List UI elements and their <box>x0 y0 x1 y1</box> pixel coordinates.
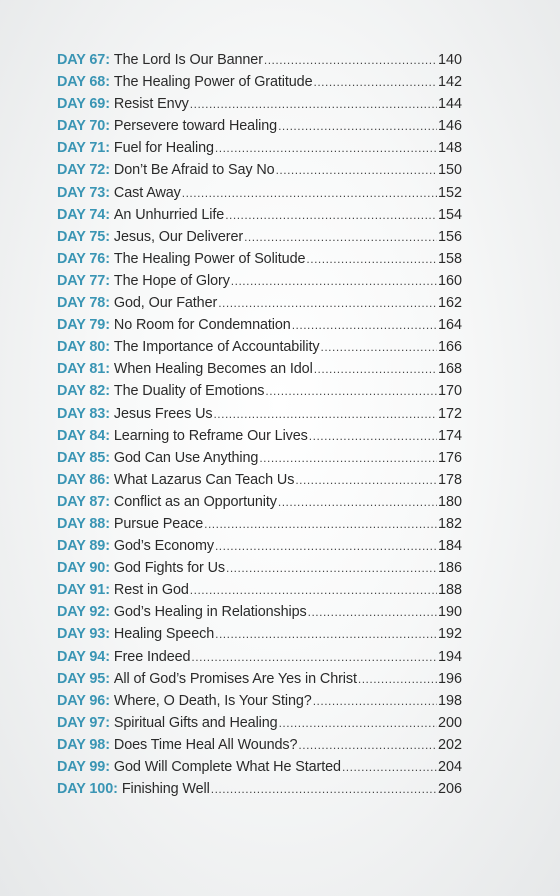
toc-entry-title: No Room for Condemnation <box>113 317 291 334</box>
toc-page-number: 174 <box>437 427 462 444</box>
toc-dot-leader <box>313 75 437 89</box>
toc-dot-leader <box>279 716 437 730</box>
toc-dot-leader <box>259 451 437 465</box>
toc-day-label: DAY 75: <box>57 228 110 245</box>
toc-page-number: 154 <box>437 206 462 223</box>
toc-page-number: 158 <box>437 250 462 267</box>
toc-entry <box>57 185 462 207</box>
toc-entry-title: God’s Healing in Relationships <box>113 604 307 621</box>
toc-entry-title: Healing Speech <box>113 626 215 643</box>
toc-entry-title: Don’t Be Afraid to Say No <box>113 162 275 179</box>
toc-dot-leader <box>204 517 437 531</box>
toc-day-label: DAY 68: <box>57 74 110 91</box>
toc-dot-leader <box>231 274 437 288</box>
toc-dot-leader <box>313 694 437 708</box>
toc-entry <box>57 538 462 560</box>
toc-day-label: DAY 94: <box>57 648 110 665</box>
toc-entry <box>57 781 462 803</box>
toc-entry-title: When Healing Becomes an Idol <box>113 361 313 378</box>
toc-entry-title: God, Our Father <box>113 295 218 312</box>
toc-page-number: 142 <box>437 74 462 91</box>
toc-dot-leader <box>308 605 437 619</box>
toc-entry <box>57 428 462 450</box>
toc-day-label: DAY 79: <box>57 317 110 334</box>
toc-day-label: DAY 67: <box>57 52 110 68</box>
toc-page-number: 156 <box>437 228 462 245</box>
toc-page-number: 200 <box>437 714 462 731</box>
toc-entry-title: Cast Away <box>113 184 181 201</box>
toc-page-number: 170 <box>437 383 462 400</box>
toc-entry-title: Where, O Death, Is Your Sting? <box>113 692 312 709</box>
toc-page-number: 194 <box>437 648 462 665</box>
toc-entry-title: Finishing Well <box>121 781 210 798</box>
toc-entry-title: Free Indeed <box>113 648 191 665</box>
toc-dot-leader <box>278 495 437 509</box>
toc-entry <box>57 759 462 781</box>
toc-entry <box>57 626 462 648</box>
toc-entry-title: God Fights for Us <box>113 560 225 577</box>
toc-page-number: 182 <box>437 515 462 532</box>
toc-day-label: DAY 86: <box>57 471 110 488</box>
toc-day-label: DAY 85: <box>57 449 110 466</box>
toc-day-label: DAY 92: <box>57 604 110 621</box>
toc-day-label: DAY 80: <box>57 339 110 356</box>
toc-page-number: 144 <box>437 96 462 113</box>
toc-entry-title: Persevere toward Healing <box>113 118 278 135</box>
toc-dot-leader <box>358 672 437 686</box>
toc-page-number: 180 <box>437 493 462 510</box>
toc-dot-leader <box>309 429 437 443</box>
toc-entry <box>57 339 462 361</box>
toc-entry <box>57 472 462 494</box>
toc-entry <box>57 715 462 737</box>
toc-dot-leader <box>320 340 437 354</box>
toc-page-number: 168 <box>437 361 462 378</box>
toc-dot-leader <box>265 384 437 398</box>
toc-page-number: 186 <box>437 560 462 577</box>
toc-entry <box>57 52 462 74</box>
toc-day-label: DAY 71: <box>57 140 110 157</box>
toc-entry <box>57 494 462 516</box>
toc-dot-leader <box>264 53 437 67</box>
toc-entry-title: All of God’s Promises Are Yes in Christ <box>113 670 357 687</box>
toc-entry-title: Jesus Frees Us <box>113 405 213 422</box>
toc-page-number: 202 <box>437 736 462 753</box>
toc-entry-title: Fuel for Healing <box>113 140 214 157</box>
toc-dot-leader <box>182 186 437 200</box>
table-of-contents <box>57 52 462 803</box>
toc-page-number: 140 <box>437 52 462 68</box>
toc-entry <box>57 207 462 229</box>
toc-dot-leader <box>244 230 437 244</box>
toc-entry-title: The Healing Power of Solitude <box>113 250 306 267</box>
toc-entry <box>57 273 462 295</box>
toc-day-label: DAY 89: <box>57 538 110 555</box>
toc-entry <box>57 560 462 582</box>
toc-day-label: DAY 83: <box>57 405 110 422</box>
toc-entry <box>57 140 462 162</box>
toc-day-label: DAY 95: <box>57 670 110 687</box>
toc-page-number: 206 <box>437 781 462 798</box>
toc-dot-leader <box>225 208 437 222</box>
toc-day-label: DAY 100: <box>57 781 118 798</box>
toc-page-number: 176 <box>437 449 462 466</box>
toc-page-number: 152 <box>437 184 462 201</box>
toc-entry-title: Jesus, Our Deliverer <box>113 228 244 245</box>
toc-entry <box>57 317 462 339</box>
toc-page-number: 160 <box>437 272 462 289</box>
toc-entry-title: Learning to Reframe Our Lives <box>113 427 308 444</box>
toc-dot-leader <box>226 561 437 575</box>
toc-page-number: 178 <box>437 471 462 488</box>
toc-day-label: DAY 87: <box>57 493 110 510</box>
toc-dot-leader <box>215 141 437 155</box>
toc-day-label: DAY 77: <box>57 272 110 289</box>
toc-entry-title: An Unhurried Life <box>113 206 225 223</box>
toc-day-label: DAY 91: <box>57 582 110 599</box>
toc-entry-title: The Duality of Emotions <box>113 383 265 400</box>
toc-entry <box>57 295 462 317</box>
toc-entry-title: God’s Economy <box>113 538 214 555</box>
toc-entry <box>57 406 462 428</box>
toc-dot-leader <box>295 473 437 487</box>
toc-page-number: 172 <box>437 405 462 422</box>
toc-entry <box>57 383 462 405</box>
toc-entry <box>57 162 462 184</box>
toc-page-number: 198 <box>437 692 462 709</box>
toc-entry <box>57 229 462 251</box>
toc-entry <box>57 450 462 472</box>
toc-page-number: 166 <box>437 339 462 356</box>
toc-day-label: DAY 93: <box>57 626 110 643</box>
toc-day-label: DAY 96: <box>57 692 110 709</box>
toc-entry <box>57 604 462 626</box>
toc-entry <box>57 118 462 140</box>
toc-dot-leader <box>190 583 437 597</box>
toc-entry-title: The Lord Is Our Banner <box>113 52 263 68</box>
toc-dot-leader <box>278 119 437 133</box>
toc-entry-title: Spiritual Gifts and Healing <box>113 714 278 731</box>
toc-dot-leader <box>215 627 437 641</box>
toc-dot-leader <box>190 97 437 111</box>
toc-page-number: 148 <box>437 140 462 157</box>
toc-dot-leader <box>191 650 437 664</box>
toc-day-label: DAY 82: <box>57 383 110 400</box>
toc-entry-title: Pursue Peace <box>113 515 204 532</box>
toc-page-number: 204 <box>437 759 462 775</box>
toc-page-number: 150 <box>437 162 462 179</box>
toc-day-label: DAY 78: <box>57 295 110 312</box>
toc-day-label: DAY 88: <box>57 515 110 532</box>
toc-day-label: DAY 97: <box>57 714 110 731</box>
toc-day-label: DAY 99: <box>57 759 110 775</box>
toc-entry <box>57 737 462 759</box>
toc-day-label: DAY 84: <box>57 427 110 444</box>
toc-entry <box>57 516 462 538</box>
toc-day-label: DAY 81: <box>57 361 110 378</box>
toc-entry-title: Does Time Heal All Wounds? <box>113 736 298 753</box>
toc-day-label: DAY 72: <box>57 162 110 179</box>
toc-day-label: DAY 74: <box>57 206 110 223</box>
toc-page-number: 184 <box>437 538 462 555</box>
toc-entry-title: The Importance of Accountability <box>113 339 320 356</box>
toc-dot-leader <box>211 782 437 796</box>
toc-dot-leader <box>276 163 437 177</box>
toc-page-number: 188 <box>437 582 462 599</box>
toc-dot-leader <box>215 539 437 553</box>
toc-entry-title: The Hope of Glory <box>113 272 230 289</box>
toc-entry <box>57 671 462 693</box>
toc-day-label: DAY 90: <box>57 560 110 577</box>
toc-day-label: DAY 98: <box>57 736 110 753</box>
toc-entry <box>57 96 462 118</box>
toc-entry-title: Rest in God <box>113 582 189 599</box>
toc-dot-leader <box>298 738 437 752</box>
toc-dot-leader <box>342 760 437 774</box>
toc-dot-leader <box>314 362 437 376</box>
toc-entry-title: Resist Envy <box>113 96 189 113</box>
toc-entry-title: What Lazarus Can Teach Us <box>113 471 295 488</box>
toc-entry-title: The Healing Power of Gratitude <box>113 74 313 91</box>
toc-page-number: 196 <box>437 670 462 687</box>
toc-day-label: DAY 70: <box>57 118 110 135</box>
toc-entry-title: God Can Use Anything <box>113 449 259 466</box>
toc-entry <box>57 582 462 604</box>
toc-entry-title: God Will Complete What He Started <box>113 759 341 775</box>
toc-day-label: DAY 69: <box>57 96 110 113</box>
toc-day-label: DAY 76: <box>57 250 110 267</box>
toc-page-number: 190 <box>437 604 462 621</box>
toc-page-number: 192 <box>437 626 462 643</box>
toc-page-number: 162 <box>437 295 462 312</box>
toc-page-number: 164 <box>437 317 462 334</box>
toc-dot-leader <box>213 407 437 421</box>
toc-page-number: 146 <box>437 118 462 135</box>
toc-entry <box>57 251 462 273</box>
toc-entry <box>57 649 462 671</box>
toc-entry <box>57 693 462 715</box>
toc-dot-leader <box>292 318 437 332</box>
toc-entry <box>57 361 462 383</box>
toc-entry-title: Conflict as an Opportunity <box>113 493 277 510</box>
toc-dot-leader <box>218 296 437 310</box>
toc-dot-leader <box>306 252 437 266</box>
toc-entry <box>57 74 462 96</box>
toc-day-label: DAY 73: <box>57 184 110 201</box>
